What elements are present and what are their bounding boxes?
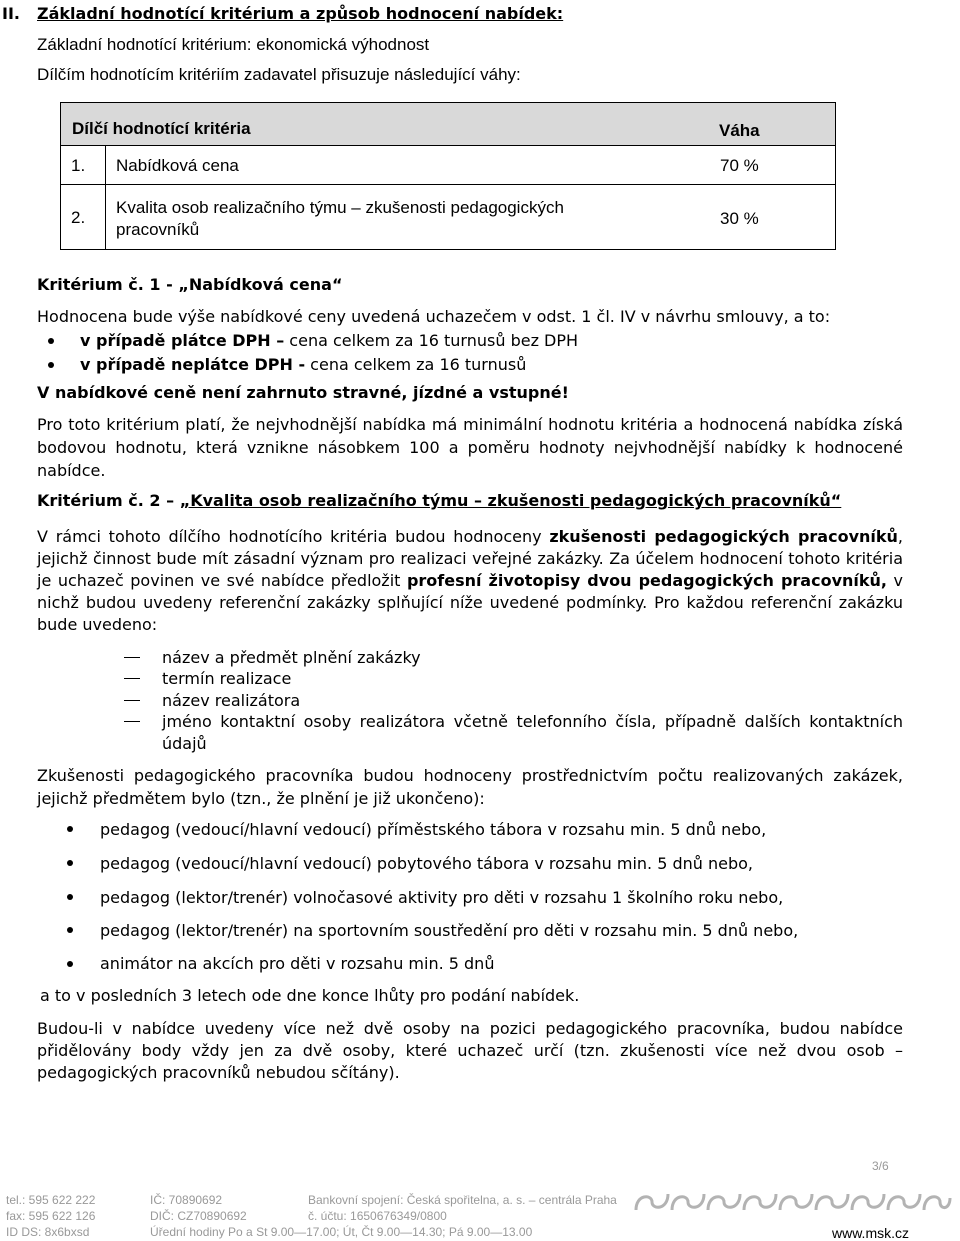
dash-list-item: název a předmět plnění zakázky [162,648,421,667]
criterion1-note: V nabídkové ceně není zahrnuto stravné, jízdné a vstupné! [37,383,569,402]
criterion1-bullet-vat-payer: v případě plátce DPH – cena celkem za 16 turnusů bez DPH [80,331,579,350]
criterion2-para3-line1: Budou-li v nabídce uvedeny více než dvě osoby na pozici pedagogického pracovníka, budou nabídce [37,1019,903,1038]
dash-icon [124,678,140,679]
section-title: Základní hodnotící kritérium a způsob hodnocení nabídek: [37,4,564,23]
bullet-icon [48,338,54,344]
dash-icon [124,700,140,701]
dash-icon [124,657,140,658]
criteria-table [60,102,836,250]
criterion2-para1-line3: je uchazeč povinen ve své nabídce předložit profesní životopisy dvou pedagogických pracovníků, v [37,571,903,590]
header-weight: Váha [719,121,760,140]
dash-list-item: termín realizace [162,669,292,688]
dash-list-item-line2: údajů [162,734,207,753]
row-criterion-line1: Kvalita osob realizačního týmu – zkušenosti pedagogických [116,198,564,217]
page-number: 3/6 [872,1159,889,1173]
footer-phone: tel.: 595 622 222 [6,1193,96,1207]
criterion2-para3-line2: přidělovány body vždy jen za dvě osoby, které uchazeč určí (tzn. zkušenosti více než dvou osob – [37,1041,903,1060]
row-weight: 30 % [720,209,759,228]
dash-icon [124,721,140,722]
header-criteria: Dílčí hodnotící kritéria [72,119,251,138]
criterion2-para1-line5: bude uvedeno: [37,615,158,634]
row-number: 1. [71,156,86,175]
criterion1-bullet-non-vat-payer: v případě neplátce DPH - cena celkem za 16 turnusů [80,355,527,374]
table-row [61,146,835,185]
footer-bank: Bankovní spojení: Česká spořitelna, a. s. – centrála Praha [308,1193,617,1207]
dash-list-item: název realizátora [162,691,301,710]
list-item: animátor na akcích pro děti v rozsahu min. 5 dnů [100,954,495,973]
row-weight: 70 % [720,156,759,175]
list-item: pedagog (vedoucí/hlavní vedoucí) příměstského tábora v rozsahu min. 5 dnů nebo, [100,820,767,839]
footer-account: č. účtu: 1650676349/0800 [308,1209,447,1223]
footer-databox: ID DS: 8x6bxsd [6,1225,90,1239]
criterion2-para2-line2: jejichž předmětem bylo (tzn., že plnění je již ukončeno): [37,789,485,808]
basic-criterion-line: Základní hodnotící kritérium: ekonomická výhodnost [37,35,430,54]
row-criterion-line2: pracovníků [116,220,200,239]
section-number: II. [2,4,20,23]
footer-dic: DIČ: CZ70890692 [150,1209,247,1223]
criterion2-para1-line1: V rámci tohoto dílčího hodnotícího kritéria budou hodnoceny zkušenosti pedagogických pracovníků, [37,527,904,546]
criterion2-para2-line1: Zkušenosti pedagogického pracovníka budou hodnoceny prostřednictvím počtu realizovaných zakázek, [37,766,903,785]
footer-office-hours: Úřední hodiny Po a St 9.00—17.00; Út, Čt 9.00—14.30; Pá 9.00—13.00 [150,1225,533,1239]
row-number: 2. [71,208,86,227]
criterion2-para1-line2: jejichž činnost bude mít zásadní význam pro realizaci veřejné zakázky. Za účelem hodnocení tohoto kritéria [37,549,903,568]
region-logo-pattern-icon [632,1190,952,1214]
criterion1-para-line3: nabídce. [37,461,106,480]
dash-list-item-line1: jméno kontaktní osoby realizátora včetně telefonního čísla, případně dalších kontaktních [162,712,903,731]
row-criterion: Nabídková cena [116,156,239,175]
bullet-icon [67,961,73,967]
list-item: pedagog (lektor/trenér) na sportovním soustředění pro děti v rozsahu min. 5 dnů nebo, [100,921,799,940]
criterion1-intro: Hodnocena bude výše nabídkové ceny uvedená uchazečem v odst. 1 čl. IV v návrhu smlouvy, a to: [37,307,831,326]
footer-ico: IČ: 70890692 [150,1193,223,1207]
criterion1-heading: Kritérium č. 1 - „Nabídková cena“ [37,275,343,294]
criterion2-heading: Kritérium č. 2 – „Kvalita osob realizačního týmu – zkušenosti pedagogických pracovníků“ [37,491,842,510]
bullet-icon [48,362,54,368]
list-item: pedagog (vedoucí/hlavní vedoucí) pobytového tábora v rozsahu min. 5 dnů nebo, [100,854,753,873]
criterion1-para-line1: Pro toto kritérium platí, že nejvhodnější nabídka má minimální hodnotu kritéria a hodnocená nabídka získá [37,415,903,434]
bullet-icon [67,894,73,900]
criterion2-para3-line3: pedagogických pracovníků nebudou sčítány). [37,1063,400,1082]
table-header-row [61,103,835,146]
footer-website-link[interactable]: www.msk.cz [832,1225,909,1241]
weights-intro-line: Dílčím hodnotícím kritériím zadavatel přisuzuje následující váhy: [37,65,521,84]
footer-fax: fax: 595 622 126 [6,1209,96,1223]
criterion1-para-line2: bodovou hodnotu, která vznikne násobkem 100 a poměru hodnoty nejvhodnější nabídky k hodnocené [37,438,903,457]
list-item: pedagog (lektor/trenér) volnočasové aktivity pro děti v rozsahu 1 školního roku nebo, [100,888,784,907]
criterion2-para1-line4: nichž budou uvedeny referenční zakázky splňující níže uvedené podmínky. Pro každou referenční zakázku [37,593,903,612]
bullet-icon [67,826,73,832]
time-period-line: a to v posledních 3 letech ode dne konce lhůty pro podání nabídek. [40,986,580,1005]
bullet-icon [67,927,73,933]
bullet-icon [67,860,73,866]
table-row [61,185,835,249]
